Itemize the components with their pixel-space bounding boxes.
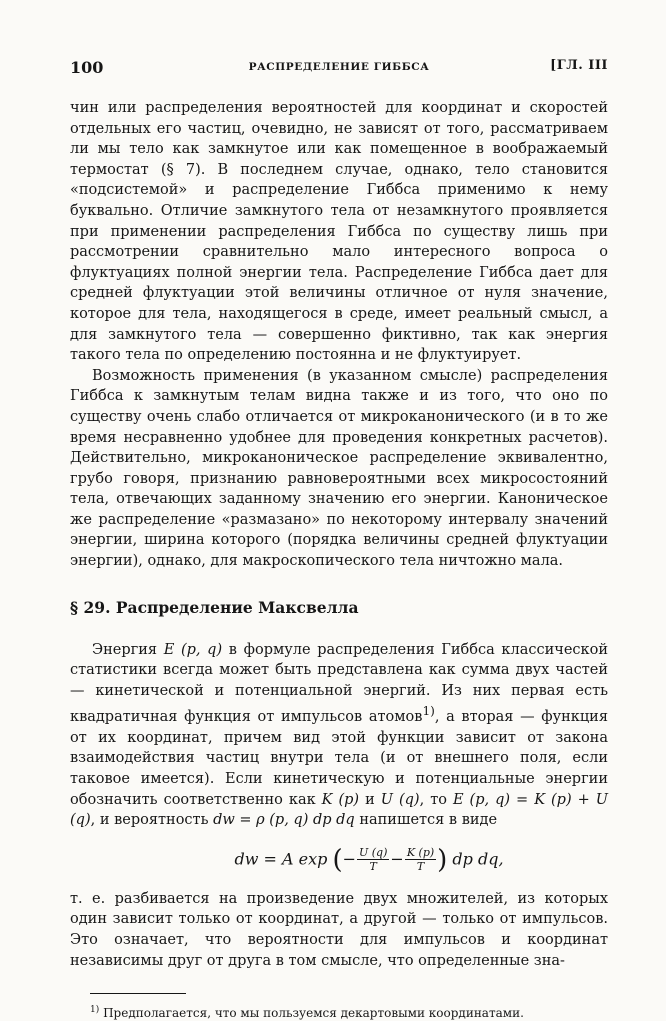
minus-sign: − (342, 849, 356, 869)
paragraph: Возможность применения (в указанном смысле) распределения Гиббса к замкнутым телам видна также и из того, что оно по существу очень слабо отличается от микроканонического (и в то же время несравненно удобнее для проведения конкретных расчетов). Действительно, микроканоническое распределение эквивалентно, грубо говоря, признанию равновероятными всех микросостояний тела, отвечающих заданному значению его энергии. Каноническое же распределение «размазано» по некоторому интервалу значений энергии, ширина которого (порядка величины средней флуктуации энергии), однако, для макроскопического тела ничтожно мала. (70, 367, 608, 570)
math-kinetic: K (p) (321, 791, 360, 808)
footnote-marker: 1) (90, 1005, 100, 1016)
text-run: напишется в виде (359, 812, 498, 829)
body-text (70, 98, 608, 971)
fraction-numerator: U (q) (359, 846, 388, 860)
equation-gibbs (130, 845, 608, 875)
text-run: , а вторая — функция от их координат, причем вид этой функции зависит от закона взаимодействия частиц внутри тела (и от внешнего поля, если таковое имеется). Если кинетическую и потенциальные энергии обозначить соответственно как (70, 709, 608, 808)
running-title: РАСПРЕДЕЛЕНИЕ ГИББСА (248, 61, 430, 73)
footnote (90, 1002, 608, 1021)
math-probability: dw = ρ (p, q) dp dq (213, 812, 355, 829)
fraction-denominator: T (369, 860, 377, 874)
fraction-numerator: K (p) (406, 846, 435, 860)
math-energy-sum: E (p, q) = K (p) + U (q) (70, 791, 608, 829)
footnote-divider (90, 993, 186, 994)
paragraph-continuation: т. е. разбивается на произведение двух множителей, из которых один зависит только от координат, а другой — только от импульсов. Это означает, что вероятности для импульсов и координат независимы друг от друга в том смысле, что определенные зна- (70, 890, 608, 969)
fraction-potential (357, 846, 389, 873)
paragraph-maxwell-intro (70, 640, 608, 831)
paren-close: ) (437, 844, 448, 875)
fraction-kinetic (405, 846, 436, 873)
equation-lhs: dw = A exp (234, 849, 328, 869)
footnote-ref: 1) (422, 704, 435, 719)
fraction-denominator: T (416, 860, 425, 874)
text-run: и (365, 791, 375, 808)
math-potential: U (q) (380, 791, 420, 808)
footnote-text: Предполагается, что мы пользуемся декартовыми координатами. (103, 1006, 524, 1021)
page-number: 100 (70, 58, 104, 77)
text-run: в формуле распределения Гиббса классической статистики всегда может быть представлена как сумма двух частей — кинетической и потенциальной энергий. Из них первая есть квадратичная функция от импульсов атомов (70, 641, 609, 726)
math-energy: E (p, q) (163, 641, 223, 658)
minus-sign: − (390, 849, 404, 869)
text-run: Энергия (92, 641, 158, 658)
running-head (70, 58, 608, 82)
paren-open: ( (332, 844, 343, 875)
section-heading: § 29. Распределение Максвелла (70, 597, 359, 617)
equation-rhs: dp dq, (452, 849, 504, 869)
chapter-ref: [ГЛ. III (550, 58, 608, 73)
paragraph-continuation: чин или распределения вероятностей для координат и скоростей отдельных его частиц, очевидно, не зависят от того, рассматриваем ли мы тело как замкнутое или как помещенное в воображаемый термостат (§ 7). В последнем случае, однако, тело становится «подсистемой» и распределение Гиббса применимо к нему буквально. Отличие замкнутого тела от незамкнутого проявляется при применении распределения Гиббса по существу лишь при рассмотрении сравнительно мало интересного вопроса о флуктуациях полной энергии тела. Распределение Гиббса дает для средней флуктуации этой величины отличное от нуля значение, которое для тела, находящегося в среде, имеет реальный смысл, а для замкнутого тела — совершенно фиктивно, так как энергия такого тела по определению постоянна и не флуктуирует. (70, 100, 608, 364)
text-run: , и вероятность (90, 812, 209, 829)
text-run: , то (419, 791, 447, 808)
page (70, 58, 608, 1021)
